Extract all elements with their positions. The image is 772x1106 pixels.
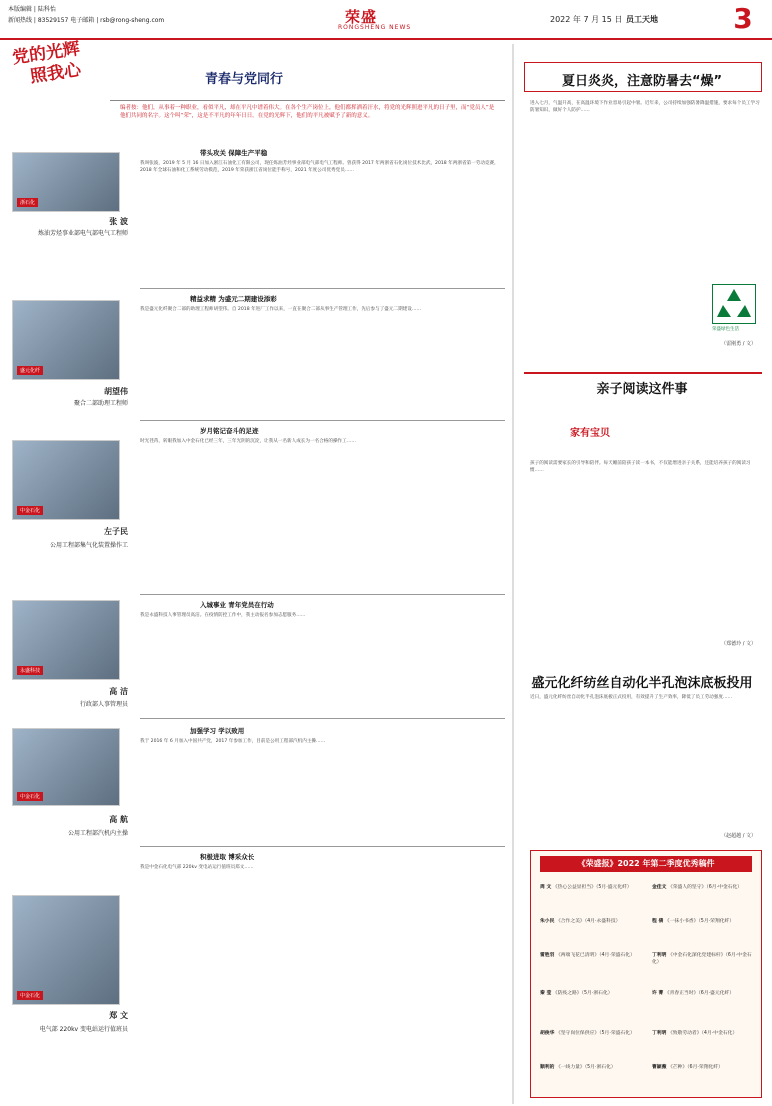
profile-name: 高 航 (109, 815, 128, 824)
profile-name: 胡望伟 (104, 387, 128, 396)
award-author: 秦 莹 (540, 991, 552, 996)
award-entry (540, 918, 640, 925)
company-tag: 浙石化 (17, 198, 38, 207)
family-illustration-icon (540, 410, 635, 458)
profile-name: 郑 文 (109, 1011, 128, 1020)
award-entry (652, 952, 752, 966)
award-desc: 《致敬劳动者》（4月·中金石化） (667, 1031, 738, 1036)
award-entry (540, 1030, 640, 1037)
profile-name: 高 洁 (109, 687, 128, 696)
article-title: 带头攻关 保障生产平稳 (200, 149, 268, 157)
article-body: 我是盛元化纤聚合二部的助理工程师胡望伟。自 2018 年进厂工作以来，一直在聚合二部从事生产管理工作，先后参与了盛元二期建设…… (140, 307, 422, 312)
auto-body: 近日，盛元化纤纺丝自动化半孔泡沫底板正式投用，有效提升了生产效率，降低了员工劳动强度…… (530, 695, 733, 700)
award-author: 许 菁 (652, 991, 664, 996)
award-desc: 《防疫之路》（5月·浙石化） (552, 991, 613, 996)
award-author: 丁利明 (652, 953, 667, 958)
summer-body: 进入七月，气温升高，在高温环境下作业容易引起中暑。近年来，公司持续加强防暑降温措施，要求每个员工学习防暑知识，做好个人防护…… (530, 101, 760, 113)
divider (140, 594, 505, 595)
profile-name: 张 波 (109, 217, 128, 226)
recycle-icon (712, 284, 756, 324)
divider (140, 288, 505, 289)
profile-title: 公用工程部汽机内主操 (67, 830, 128, 837)
profile-photo (12, 895, 120, 1005)
divider (140, 420, 505, 421)
award-desc: 《热心公益显担当》（5月·盛元化纤） (552, 885, 632, 890)
award-entry (652, 1064, 752, 1071)
article-body: 我叫张波，2019 年 5 月 16 日加入浙江石油化工有限公司，现任炼油芳烃事业部电气部电气工程师。曾获得 2017 年两浙省石化岗位技术比武，2018 年两浙省第一劳动竞赛，2018 年全球石油和化工系统劳动模范，2019 年荣获浙江省岗位能手称号，2021 年度公司优秀党员…… (140, 161, 499, 173)
editor-note: 编者按：他们，从事着一种职业，看似平凡，却在平凡中谱着伟大。在各个生产岗位上，他们都挥洒着汗水，将党的光辉照进平凡的日子里，而“党员人”是他们共同的名字。这个叫“荣”，这是不平凡的年年日日。在党的光辉下，他们的平凡被赋予了新的意义。 (110, 100, 505, 137)
award-entry (652, 1030, 752, 1037)
auto-byline: （赵超越 / 文） (721, 833, 756, 839)
newspaper-logo-en: RONGSHENG NEWS (338, 24, 412, 31)
award-desc: 《青春正当时》（6月·盛元化纤） (664, 991, 735, 996)
auto-title: 盛元化纤纺丝自动化半孔泡沫底板投用 (531, 676, 753, 691)
company-tag: 中金石化 (17, 991, 43, 1000)
section-name: 员工天地 (626, 15, 658, 24)
issue-date: 2022 年 7 月 15 日 (550, 15, 623, 24)
column-separator (512, 44, 514, 1104)
award-author: 曹颖薇 (652, 1065, 667, 1070)
editor-info (8, 4, 164, 26)
award-author: 丁利明 (652, 1031, 667, 1036)
profile-title: 聚合二部助理工程师 (73, 400, 128, 407)
profile-photo (12, 600, 120, 680)
company-tag: 中金石化 (17, 506, 43, 515)
article-title: 岁月铭记奋斗的足迹 (200, 427, 259, 435)
award-desc: 《两端飞花已清明》（4月·荣盛石化） (555, 953, 635, 958)
award-entry (540, 884, 640, 891)
page-number: 3 (733, 2, 753, 35)
divider (140, 846, 505, 847)
article-title: 精益求精 为盛元二期建设添彩 (190, 295, 277, 303)
award-author: 朱小民 (540, 919, 555, 924)
summer-byline: （雷刚勇 / 文） (721, 341, 756, 347)
article-body: 我是永盛科技人事管理员高洁。在疫情防控工作中，我主动报名参加志愿服务…… (140, 613, 306, 618)
award-desc: 《合作之美》（4月·永盛科技） (555, 919, 621, 924)
award-desc: 《坚守岗位保供应》（5月·荣盛石化） (555, 1031, 635, 1036)
family-body: 孩子的阅读需要家长的引导和陪伴。每天睡前陪孩子读一本书，不仅能增进亲子关系，还能培养孩子的阅读习惯…… (530, 461, 751, 473)
award-desc: 《一抹小书香》（5月·荣翔化纤） (664, 919, 735, 924)
recycle-label: 荣盛绿色生活 (712, 327, 739, 332)
hotline-line: 新闻热线 | 83529157 电子邮箱 | rsb@rong-sheng.com (8, 17, 165, 24)
family-byline: （郑德玲 / 文） (721, 641, 756, 647)
award-author: 顺利的 (540, 1065, 555, 1070)
award-author: 胡俊华 (540, 1031, 555, 1036)
award-desc: 《一线力量》（5月·浙石化） (555, 1065, 616, 1070)
article-title: 入城事业 青年党员在行动 (200, 601, 274, 609)
profile-photo (12, 300, 120, 380)
awards-title: 《荣盛报》2022 年第二季度优秀稿件 (540, 856, 752, 872)
summer-title: 夏日炎炎，注意防暑去“燥” (561, 74, 723, 89)
award-author: 程 倩 (652, 919, 664, 924)
award-desc: 《中金石化深化党建标杆》（6月·中金石化） (652, 953, 752, 965)
article-title: 积极进取 博采众长 (200, 853, 255, 861)
family-icon-label: 家有宝贝 (570, 428, 610, 439)
divider (140, 718, 505, 719)
profile-photo (12, 440, 120, 520)
party-badge-calligraphy (11, 39, 104, 132)
profile-title: 行政部人事管理员 (79, 701, 128, 708)
award-author: 雷胜羽 (540, 953, 555, 958)
award-desc: 《芒种》（6月·荣翔化纤） (667, 1065, 723, 1070)
company-tag: 中金石化 (17, 792, 43, 801)
award-entry (540, 990, 640, 997)
award-entry (652, 990, 752, 997)
company-tag: 盛元化纤 (17, 366, 43, 375)
badge-line-2: 照我心 (28, 60, 83, 88)
award-entry (652, 918, 752, 925)
award-entry (540, 952, 640, 959)
editor-line: 本版编辑 | 陆科怡 (8, 6, 56, 13)
article-body: 时光荏苒，转眼我加入中金石化已经三年，三年光阴的沉淀，让我从一名新人成长为一名合格的操作工…… (140, 439, 356, 444)
award-entry (540, 1064, 640, 1071)
badge-line-1: 党的光辉 (11, 39, 82, 69)
award-entry (652, 884, 752, 891)
section-title: 青春与党同行 (205, 72, 284, 87)
award-desc: 《荣盛人的坚守》（6月·中金石化） (667, 885, 743, 890)
profile-title: 炼油芳烃事业部电气部电气工程师 (37, 230, 128, 237)
newspaper-logo: 荣盛 (345, 8, 378, 26)
article-title: 加强学习 学以致用 (190, 727, 245, 735)
profile-photo (12, 728, 120, 806)
article-body: 我于 2016 年 6 月加入中国共产党，2017 年参加工作，目前是公用工程部汽机内主操…… (140, 739, 326, 744)
profile-title: 电气部 220kv 变电站运行值班员 (39, 1026, 128, 1033)
article-body: 我是中金石化电气部 220kv 变电站运行值班员郑文…… (140, 865, 254, 870)
family-title-bar (524, 372, 762, 374)
family-title: 亲子阅读这件事 (596, 382, 688, 397)
award-author: 金佳文 (652, 885, 667, 890)
profile-photo (12, 152, 120, 212)
profile-name: 左子民 (104, 527, 128, 536)
award-author: 周 文 (540, 885, 552, 890)
company-tag: 永盛科技 (17, 666, 43, 675)
profile-title: 公用工程部集气化装置操作工 (49, 542, 128, 549)
